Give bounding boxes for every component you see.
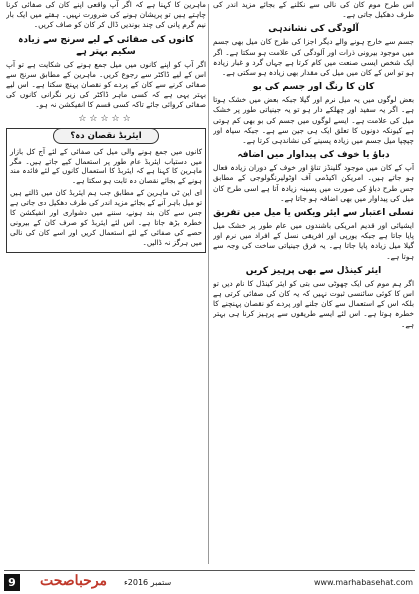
section-body: ایشیائی اور قدیم امریکی باشندوں میں عام طور پر خشک میل پایا جاتا ہے جبکہ یورپی اور افریقی نسل کے افراد میں نرم اور گیلا میل زیادہ پایا جاتا ہے۔ یہ فرق جینیاتی ساخت کی وجہ سے ہوتا ہے۔ bbox=[213, 221, 414, 261]
section-heading: ایئر کینڈل سے بھی پرہیز کریں bbox=[245, 265, 382, 276]
section-body: جسم سے خارج ہونے والے دیگر اجزا کی طرح کان میل بھی جسم میں موجود بیرونی ذرات اور آلودگی کی علامت ہو سکتا ہے۔ اگر ایک شخص ایسی صنعت میں کام کرتا ہے جہاں گرد و غبار زیادہ ہو تو اس کے کان میں میل کی مقدار بھی زیادہ ہو سکتی ہے۔ bbox=[213, 37, 414, 78]
page-number: 9 bbox=[4, 574, 20, 591]
section-body: اگر ہم موم کی ایک چھوٹی سی بتی کو ایئر کینڈل کا نام دیں تو اس کا کوئی سائنسی ثبوت نہیں کہ یہ کان کی صفائی کرتی ہے بلکہ اس کے استعمال سے کان جلنے اور پردے کو نقصان پہنچنے کا خطرہ ہوتا ہے۔ اس لئے ایسے طریقوں سے پرہیز کرنا ہی بہتر ہے۔ bbox=[213, 278, 414, 329]
section-heading: آلودگی کی نشاندہی bbox=[268, 24, 359, 35]
section-body: اگر آپ کو اپنے کانوں میں میل جمع ہونے کی شکایت ہے تو آپ اس کے لیے ڈاکٹر سے رجوع کریں۔ ماہرین کے مطابق سرنج سے صفائی کرنے سے کان کے پردے کو نقصان پہنچ سکتا ہے۔ اس لیے بہتر یہی ہے کہ کسی ماہر ڈاکٹر کی زیر نگرانی کانوں کی صفائی کروائی جائے تاکہ کسی قسم کا انفیکشن نہ ہو۔ bbox=[6, 59, 206, 110]
box-title: ایئربڈ نقصان دہ؟ bbox=[53, 128, 159, 144]
left-column bbox=[6, 0, 206, 568]
website-url: www.marhabasehat.com bbox=[313, 578, 413, 587]
page-footer bbox=[0, 570, 419, 594]
footer-rule bbox=[4, 570, 415, 571]
section-heading: دباؤ یا خوف کی پیداوار میں اضافہ bbox=[237, 150, 390, 161]
section-body: آپ کے کان میں موجود گلینڈز تناؤ اور خوف کے دوران زیادہ فعال ہو جاتے ہیں۔ امریکن اکیڈمی آف اوٹولیرنگولوجی کے مطابق جس طرح دباؤ کی صورت میں پسینہ زیادہ آتا ہے اسی طرح کان میل کی پیداوار میں بھی اضافہ ہو جاتا ہے۔ bbox=[213, 163, 414, 203]
left-intro: ماہرین کا کہنا ہے کہ اگر آپ واقعی اپنے کان کی صفائی کرنا چاہتے ہیں تو پریشان ہونے کی ضرورت نہیں۔ ہفتے میں ایک بار نیم گرم پانی کی چند بوندیں ڈال کر کان کو صاف کریں۔ bbox=[6, 0, 206, 30]
right-intro: اس طرح موم کان کی نالی سے نکلنے کے بجائے مزید اندر کی طرف دھکیل جاتی ہے۔ bbox=[213, 0, 414, 20]
right-column bbox=[213, 0, 414, 568]
section-body: بعض لوگوں میں یہ میل نرم اور گیلا جبکہ بعض میں خشک ہوتا ہے۔ اگر یہ سفید اور چھلکے دار ہو تو یہ جینیاتی طور پر خشک میل کی علامت ہے۔ ایسے لوگوں میں جسم کی بو بھی کم ہوتی ہے کیونکہ دونوں کا تعلق ایک ہی جین سے ہے۔ جبکہ سیاہ اور چپچپا میل جسم میں زیادہ پسینے کی نشاندہی کرتا ہے۔ bbox=[213, 95, 414, 146]
box-paragraph: کانوں میں جمع ہونے والی میل کی صفائی کے لئے آج کل بازار میں دستیاب ایئربڈ عام طور پر استعمال کیے جاتے ہیں۔ مگر ماہرین کا کہنا ہے کہ ایئربڈ کا استعمال کانوں کے لئے فائدہ مند ہونے کے بجائے نقصان دہ ثابت ہو سکتا ہے۔ bbox=[10, 146, 202, 186]
airbuds-boxed-article bbox=[6, 128, 206, 253]
issue-date: ستمبر 2016ء bbox=[124, 578, 172, 587]
section-heading: کان کا رنگ اور جسم کی بو bbox=[252, 82, 375, 93]
section-heading: نسلی اعتبار سے ایئر ویکس یا میل میں تفریق bbox=[213, 208, 414, 219]
magazine-logo: مرحباصحت bbox=[40, 573, 108, 589]
star-divider: ☆☆☆☆☆ bbox=[78, 113, 134, 124]
column-divider bbox=[208, 4, 209, 564]
section-heading: کانوں کی صفائی کے لیے سرنج سے زیادہ سکیم بہتر ہے bbox=[18, 34, 194, 57]
box-paragraph: ای این ٹی ماہرین کے مطابق جب ہم ایئربڈ کان میں ڈالتے ہیں تو میل باہر آنے کے بجائے مزید اندر کی طرف دھکیل دی جاتی ہے جس سے کان بند ہونے، سننے میں دشواری اور انفیکشن کا خطرہ بڑھ جاتا ہے۔ اس لئے ایئربڈ کو صرف کان کے بیرونی حصے کی صفائی کے لئے استعمال کریں اور اسے کان کی نالی میں ہرگز نہ ڈالیں۔ bbox=[10, 188, 202, 247]
